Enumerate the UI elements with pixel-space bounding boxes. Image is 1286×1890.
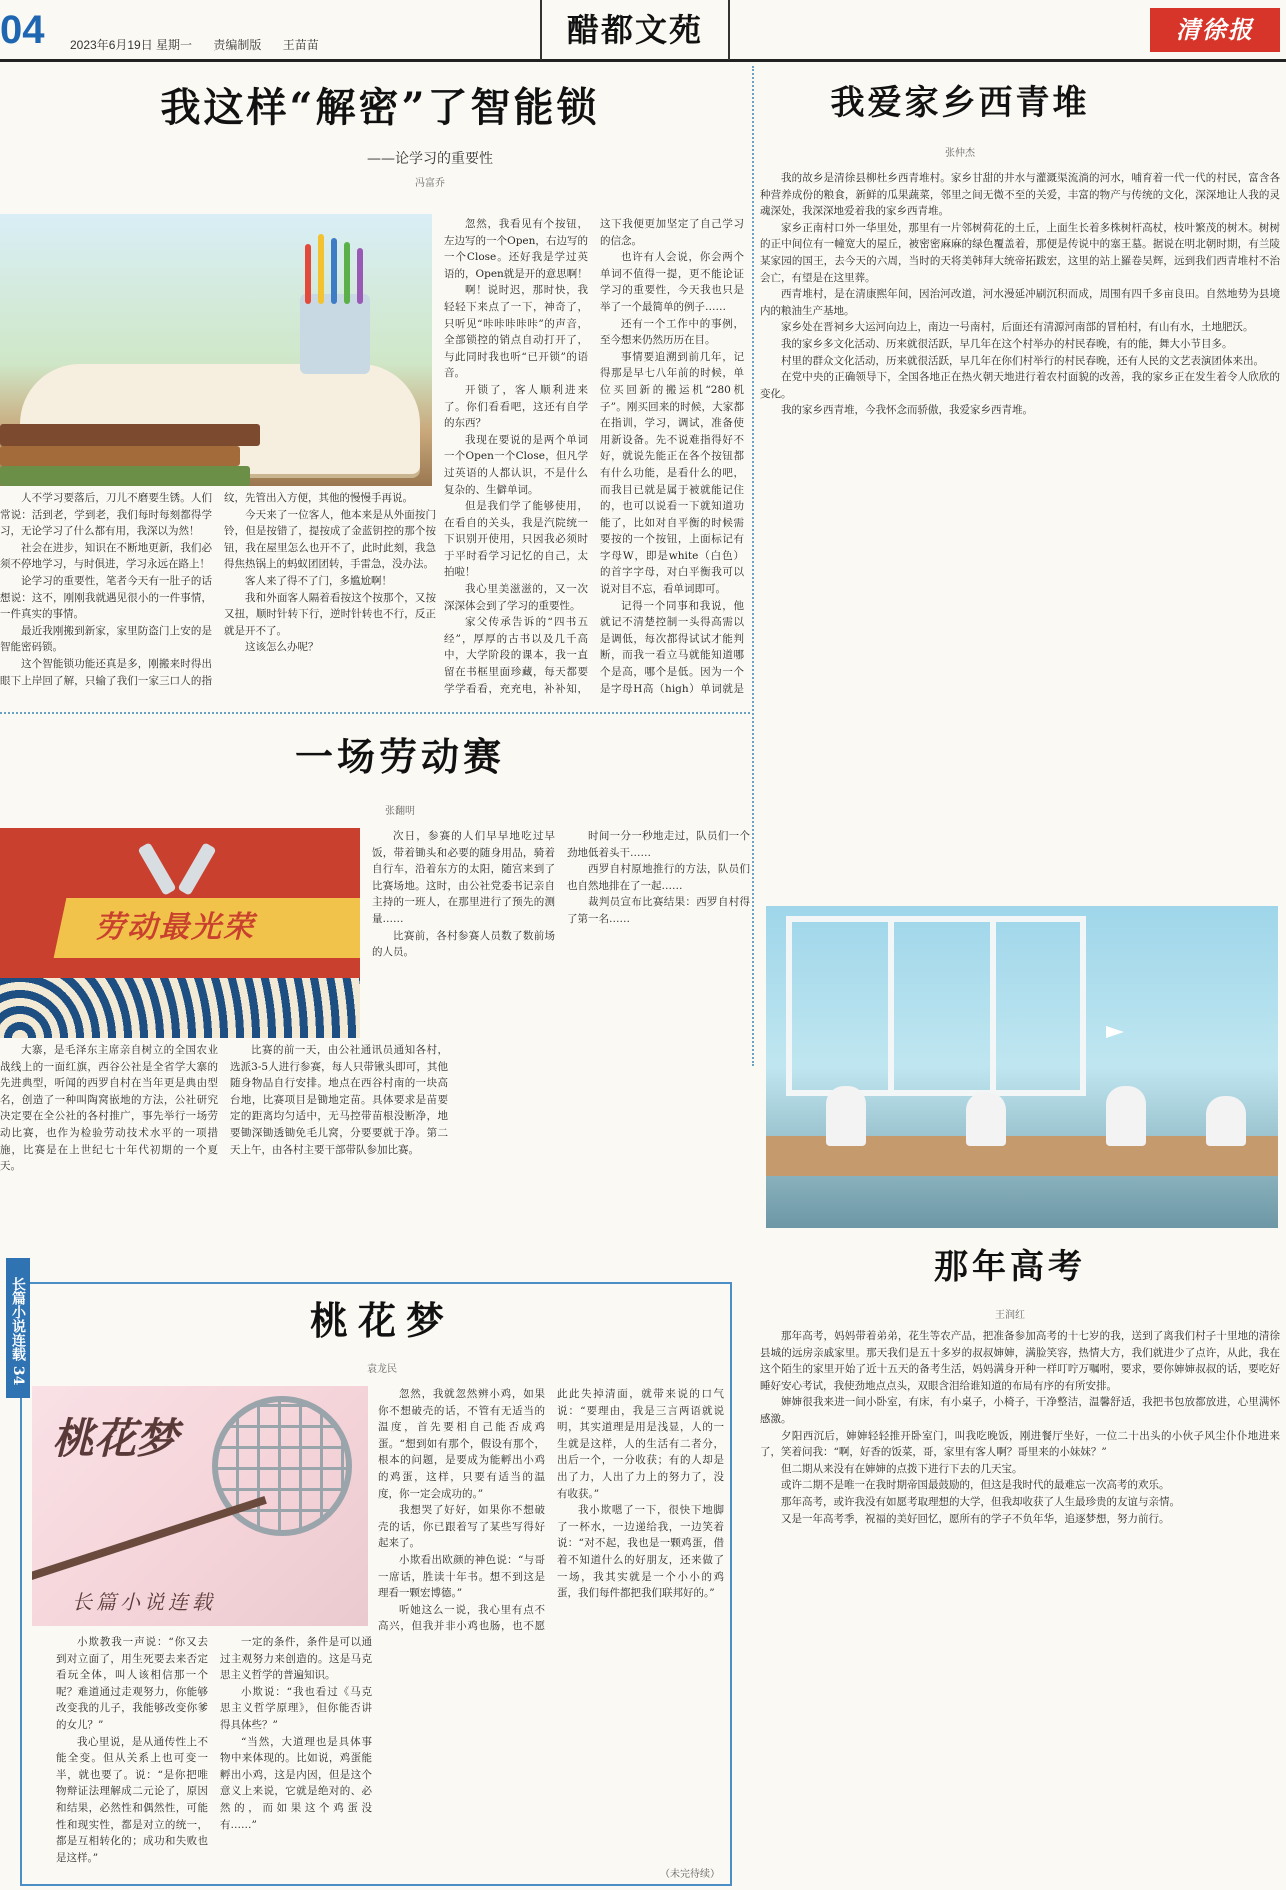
article-title: 一场劳动赛 xyxy=(294,734,505,779)
paragraph: 大寨，是毛泽东主席亲自树立的全国农业战线上的一面红旗，西谷公社是全省学大寨的先进典型，听闻的西罗自村在当年更是典由型名，创造了一种叫陶窝嵌地的方法，公社研究决定要在全公社的各村推广，事先举行一场劳动比赛，也作为检验劳动技术水平的一项措施，比赛是在上世纪七十年代初期的一个夏天。 xyxy=(0,1044,218,1173)
paragraph: 村里的群众文化活动，历来就很活跃，早几年在你们村举行的村民春晚，还有人民的文艺表演团体来出。 xyxy=(781,354,1264,367)
article-body-right xyxy=(372,828,750,1276)
paragraph: 我心里说，是从通传性上不能全变。但从关系上也可变一半，就也要了。说：“是你把唯物辩证法理解成二元论了，原因和结果，必然性和偶然性，可能性和现实性，都是对立的统一，都是互相转化的；成功和失败也是这样。” xyxy=(56,1735,208,1864)
continued-note: （未完待续） xyxy=(660,1869,720,1880)
paragraph: 我的家乡西青堆，今我怀念而骄傲，我爱家乡西青堆。 xyxy=(781,404,1033,417)
student-figure xyxy=(1206,1096,1246,1146)
paragraph: 小欺说：“我也看过《马克思主义哲学原理》，但你能否讲得具体些？” xyxy=(220,1685,372,1731)
article-subtitle: ——论学习的重要性 xyxy=(367,151,493,167)
article-body xyxy=(760,170,1280,766)
wrench-icon xyxy=(137,842,176,896)
classroom-illustration xyxy=(766,906,1278,1228)
paragraph: “当然，大道理也是具体事物中来体现的。比如说，鸡蛋能孵出小鸡，这是内因，但是这个意义上来说，它就是绝对的、必然的，而如果这个鸡蛋没有……” xyxy=(220,1735,372,1831)
paragraph: 最近我刚搬到新家，家里防盗门上安的是智能密码锁。 xyxy=(0,624,212,654)
article-title: 那年高考 xyxy=(934,1247,1086,1287)
paragraph: 啊！说时迟，那时快，我轻轻下来点了一下，神奇了，只听见“咔咔咔咔咔”的声音，全部锁控的销点自动打开了，与此同时我也听“已开锁”的语音。 xyxy=(444,284,588,380)
paragraph: 客人来了得不了门，多尴尬啊！ xyxy=(245,574,392,587)
pencil-icon xyxy=(357,248,363,304)
paragraph: 小欺教我一声说：“你又去到对立面了，用生死要去来否定看玩全体，叫人该相信那一个呢？难道通过走观努力，你能够改变我的儿子，我能够改变你爹的女儿？” xyxy=(56,1636,208,1731)
student-figure xyxy=(826,1086,866,1146)
paragraph: 但是我们学了能够使用，在看自的关头，我是汽院统一下识别开使用，只因我必须时于平时看学习记忆的自己，太拍啦！ xyxy=(444,500,588,579)
series-label-text: 长篇小说连载 xyxy=(10,1276,26,1361)
pencil-icon xyxy=(318,234,324,304)
paragraph: 但二期从来没有在婶婶的点拨下进行下去的几天宝。 xyxy=(781,1462,1023,1475)
paragraph: 比赛前，各村参赛人员数了数前场的人员。 xyxy=(372,929,555,959)
article-title: 桃花梦 xyxy=(309,1298,454,1343)
series-number: 34 xyxy=(10,1365,26,1386)
paragraph: 婶婶很我来进一间小卧室，有床，有小桌子，小椅子，干净整洁，温馨舒适，我把书包放都放进，心里满怀感激。 xyxy=(760,1396,1280,1425)
article-title: 我爱家乡西青堆 xyxy=(830,83,1090,123)
paragraph: 或许二期不是唯一在我时期帝国最鼓励的，但这是我时代的最难忘一次高考的欢乐。 xyxy=(781,1479,1170,1492)
paragraph: 我现在要说的是两个单词一个Open一个Close，但凡学过英语的人都认识，不是什么复杂的、生僻单词。 xyxy=(444,433,588,496)
paragraph: 西罗自村原地推行的方法，队员们也自然地排在了一起…… xyxy=(567,863,750,892)
paragraph: 时间一分一秒地走过，队员们一个劲地低着头干…… xyxy=(567,830,750,859)
paragraph: 西青堆村，是在清康熙年间，因治河改道，河水漫延冲刷沉积而成，周围有四千多亩良田。自然地势为县境内的粮油生产基地。 xyxy=(760,288,1280,317)
paper-plane-icon xyxy=(1106,1026,1124,1038)
paragraph: 我心里美滋滋的，又一次深深体会到了学习的重要性。 xyxy=(444,583,588,612)
issue-date: 2023年6月19日 星期一 xyxy=(70,38,193,52)
paragraph: 又是一年高考季，祝福的美好回忆，愿所有的学子不负年华，追逐梦想，努力前行。 xyxy=(781,1512,1170,1525)
article-exam xyxy=(760,1238,1286,1890)
window-lattice xyxy=(212,1396,352,1536)
article-author: 张翻明 xyxy=(385,806,415,817)
column-divider xyxy=(752,66,754,1066)
section-divider xyxy=(0,712,750,714)
banner-text: 劳动最光荣 xyxy=(95,910,255,945)
wave-pattern xyxy=(0,978,360,1038)
article-title: 我这样“解密”了智能锁 xyxy=(160,84,600,131)
paragraph: 裁判员宣布比赛结果：西罗自村得了第一名…… xyxy=(567,896,750,925)
article-body-lower xyxy=(0,490,436,710)
labor-banner-illustration xyxy=(0,828,360,1038)
paragraph: 听她这么一说，我心里有点不高兴，但我并非小鸡也肠，也不愿此此失掉清面，就带来说的口气说：“要理由，我是三言两语就说明，其实道理是用是浅显，人的一生就是这样，人的生活有二者分，出后一个，一分收获；有的人却是出了力，人出了力上的努力了，没有收获。” xyxy=(378,1388,724,1633)
pencil-icon xyxy=(331,238,337,304)
blossom-branch xyxy=(32,1496,267,1584)
student-figure xyxy=(966,1092,1006,1146)
book-stack-icon xyxy=(0,466,250,486)
article-author: 袁龙民 xyxy=(367,1364,397,1375)
paragraph: 开锁了，客人顺利进来了。你们看看吧，这还有自学的东西？ xyxy=(444,383,588,430)
paragraph: 事情要追溯到前几年，记得那是早七八年前的时候，单位买回新的搬运机“280机子”。刚买回来的时候，大家都在指训，学习，调试，准备使用新设备。先不说难指得好不好，就说先能正在各个按钮都有什么功能，是看什么的吧，而我目已就是属于被就能记住的，也可以说看一下就知道功能了，比如对自平衡的时候需要按的一个按钮，上面标记有字母W，即是white（白色）的首字字母，对白平衡我可以说对目不忘，看单词即可。 xyxy=(600,350,744,596)
pencil-icon xyxy=(305,244,311,304)
paragraph: 比赛的前一天，由公社通讯员通知各村，选派3-5人进行参赛，每人只带锹头即可，其他随身物品自行安排。地点在西谷村南的一块高台地，比赛项目是锄地定苗。具体要求是苗要定的距离均匀适中，无马控带苗根没断净，地要锄深锄透锄免毛儿窝，分要要就于净。第二天上午，由各村主要干部带队参加比赛。 xyxy=(230,1044,448,1156)
paragraph: 我想哭了好好，如果你不想破壳的话，你已跟着写了某些写得好起来了。 xyxy=(378,1504,545,1550)
paragraph: 人不学习要落后，刀儿不磨要生锈。人们常说：活到老，学到老，我们每时每刻都得学习，无论学习了什么都有用，我深以为然！ xyxy=(0,492,212,538)
student-figure xyxy=(1106,1086,1146,1146)
paragraph: 一定的条件，条件是可以通过主观努力来创造的。这是马克思主义哲学的普遍知识。 xyxy=(220,1636,372,1682)
article-body-lower xyxy=(56,1634,372,1880)
article-author: 王润红 xyxy=(995,1310,1025,1321)
paragraph: 在党中央的正确领导下，全国各地正在热火朝天地进行着农村面貌的改善，我的家乡正在发生着令人欣欣的变化。 xyxy=(760,371,1280,400)
paragraph: 那年高考，或许我没有如愿考取理想的大学，但我却收获了人生最珍贵的友谊与亲情。 xyxy=(781,1495,1180,1508)
image-title: 桃花梦 xyxy=(52,1414,179,1463)
peach-blossom-illustration xyxy=(32,1386,368,1626)
paragraph: 忽然，我看见有个按钮，左边写的一个Open，右边写的一个Close。还好我是学过英语的，Open就是开的意思啊！ xyxy=(444,218,588,280)
serial-novel-label xyxy=(6,1258,30,1398)
paragraph: 小欺看出欧颜的神色说：“与哥一席话，胜读十年书。想不到这是理看一颗宏博德。” xyxy=(378,1553,545,1600)
paragraph: 今天来了一位客人，他本来是从外面按门铃，但是按错了，提按成了金蓝钥控的那个按钮，我在屋里怎么也开不了，此时此刻，我急得焦热锅上的蚂蚁团团转，手雷急，没办法。 xyxy=(224,508,436,571)
article-peach xyxy=(20,1282,732,1886)
newspaper-logo: 清徐报 xyxy=(1150,8,1280,52)
editor-name: 王苗苗 xyxy=(282,38,319,52)
book-stack-icon xyxy=(0,446,240,466)
article-body xyxy=(378,1386,724,1870)
paragraph: 我小欺嗯了一下，很快下地脚了一杯水，一边递给我，一边笑着说：“对不起，我也是一颗鸡蛋，借着不知道什么的好朋友，还来做了一场，我其实就是一个小小的鸡蛋，我们每件都把我们联邦好的。” xyxy=(557,1504,724,1600)
masthead xyxy=(0,0,1286,62)
window-frame xyxy=(786,916,1086,1096)
paragraph: 那年高考，妈妈带着弟弟，花生等农产品，把准备参加高考的十七岁的我，送到了离我们村子十里地的清徐县城的远房亲戚家里。那天我们是五十多岁的叔叔婶婶，满脸笑容，热情大方，我们就进少了点许，从此，我在这个陌生的家里开始了近十五天的备考生活，妈妈满身开种一样叮咛万嘱咐，要求，要你婶婶叔叔的话，要吃好睡好安心考试，我使劲地点点头，双眼含泪给谁知道的布局有序的有所安排。 xyxy=(760,1330,1280,1392)
issue-meta xyxy=(70,36,337,53)
paragraph: 我的故乡是清徐县柳杜乡西青堆村。家乡甘甜的井水与灌溉渠流淌的河水，哺育着一代一代的村民，富含各种营养成份的粮食，新鲜的瓜果蔬菜，邻里之间无微不至的关爱，丰富的物产与传统的文化，深深地让人我的灵魂深处，我深深地爱着我的家乡西青堆。 xyxy=(760,172,1280,218)
paragraph: 也许有人会说，你会两个单词不值得一提，更不能论证学习的重要性，今天我也只是举了一个最简单的例子…… xyxy=(600,251,744,313)
paragraph: 这个智能锁功能还真是多，刚搬来时得出眼下上岸回了解，只输了我们一家三口人的指纹，先管出入方便，其他的慢慢手再说。 xyxy=(0,492,413,687)
wrench-icon xyxy=(177,842,216,896)
book-stack-icon xyxy=(0,424,260,446)
books-pencils-illustration xyxy=(0,214,432,486)
section-title: 醋都文苑 xyxy=(540,0,730,60)
page-number: 04 xyxy=(0,8,45,52)
paragraph: 我的家乡多文化活动、历来就很活跃，早几年在这个村举办的村民春晚，有的能，舞大小节目多。 xyxy=(781,337,1233,350)
paragraph: 家乡正南村口外一华里处，那里有一片邻树荷花的土丘，上面生长着多株树杆高杖，枝叶繁茂的树木。树树的正中间位有一幢宽大的屋丘，被密密麻麻的绿色覆盖着，那便是传说中的塞王墓。据说在明北朝时期，有兰陵某家园的国王，去今天的六周，当时的天将美韩拜大统帝拓跋宏，这里的站上羅卷吴辉，远到我们西青堆村不治会亡，有望是在这里葬。 xyxy=(760,221,1280,284)
paragraph: 这该怎么办呢？ xyxy=(245,641,319,654)
pencil-cup-icon xyxy=(300,294,370,374)
paragraph: 我和外面客人隔着看按这个按那个，又按又扭，顺时针转下行，逆时针转也不行，反正就是开不了。 xyxy=(224,591,436,637)
article-labor xyxy=(0,716,750,1276)
paragraph: 社会在进步，知识在不断地更新，我们必须不停地学习，与时俱进，学习永远在路上！ xyxy=(0,541,212,571)
paragraph: 还有一个工作中的事例，至今想来仍然历历在目。 xyxy=(600,317,744,347)
article-hometown xyxy=(760,66,1286,906)
paragraph: 家父传承告诉的“四书五经”，厚厚的古书以及几千高中，大学阶段的课本，我一直留在书框里面珍藏，每天都要学学看看，充充电，补补知，这下我便更加坚定了自己学习的信念。 xyxy=(444,218,744,695)
article-smartlock xyxy=(0,66,750,710)
article-body xyxy=(760,1328,1280,1884)
article-body xyxy=(444,216,744,710)
paragraph: 忽然，我就忽然辨小鸡，如果你不想破壳的话，不管有无适当的温度，首先要相自己能否成鸡蛋。“想到如有那个，假设有那个，根本的问题，是要成为能孵出小鸡的鸡蛋，这样，只要有适当的温度，你一定会成功的。” xyxy=(378,1388,545,1500)
paragraph: 家乡处在晋祠乡大运河向边上，南边一号南村，后面还有清源河南部的冒柏村，有山有水，土地肥沃。 xyxy=(781,321,1254,334)
pencil-icon xyxy=(344,242,350,304)
paragraph: 记得一个同事和我说，他就记不清楚控制一头得高需以是调低，每次都得试试才能判断，而我一看立马就能知道哪个是高，哪个是低。因为一个是字母H高（high）单词就是 xyxy=(600,599,744,695)
image-subtitle: 长篇小说连载 xyxy=(72,1590,216,1614)
editor-role: 责编制版 xyxy=(213,38,262,52)
paragraph: 次日，参赛的人们早早地吃过早饭，带着锄头和必要的随身用品，骑着自行车，沿着东方的太阳，随宫来到了比赛场地。这时，由公社党委书记亲自主持的一班人，在那里进行了预先的测量…… xyxy=(372,830,555,925)
paragraph: 夕阳西沉后，婶婶轻轻推开卧室门，叫我吃晚饭，刚进餐厅坐好，一位二十出头的小伙子风尘仆仆地进来了，笑着问我：“啊，好香的饭菜，哥，家里有客人啊？哥里来的小妹妹？” xyxy=(760,1429,1280,1459)
paragraph: 论学习的重要性，笔者今天有一肚子的话想说：这不，刚刚我就遇见很小的一件事情，一件真实的事情。 xyxy=(0,574,212,621)
article-author: 冯富乔 xyxy=(415,178,445,189)
article-author: 张仲杰 xyxy=(945,148,975,159)
